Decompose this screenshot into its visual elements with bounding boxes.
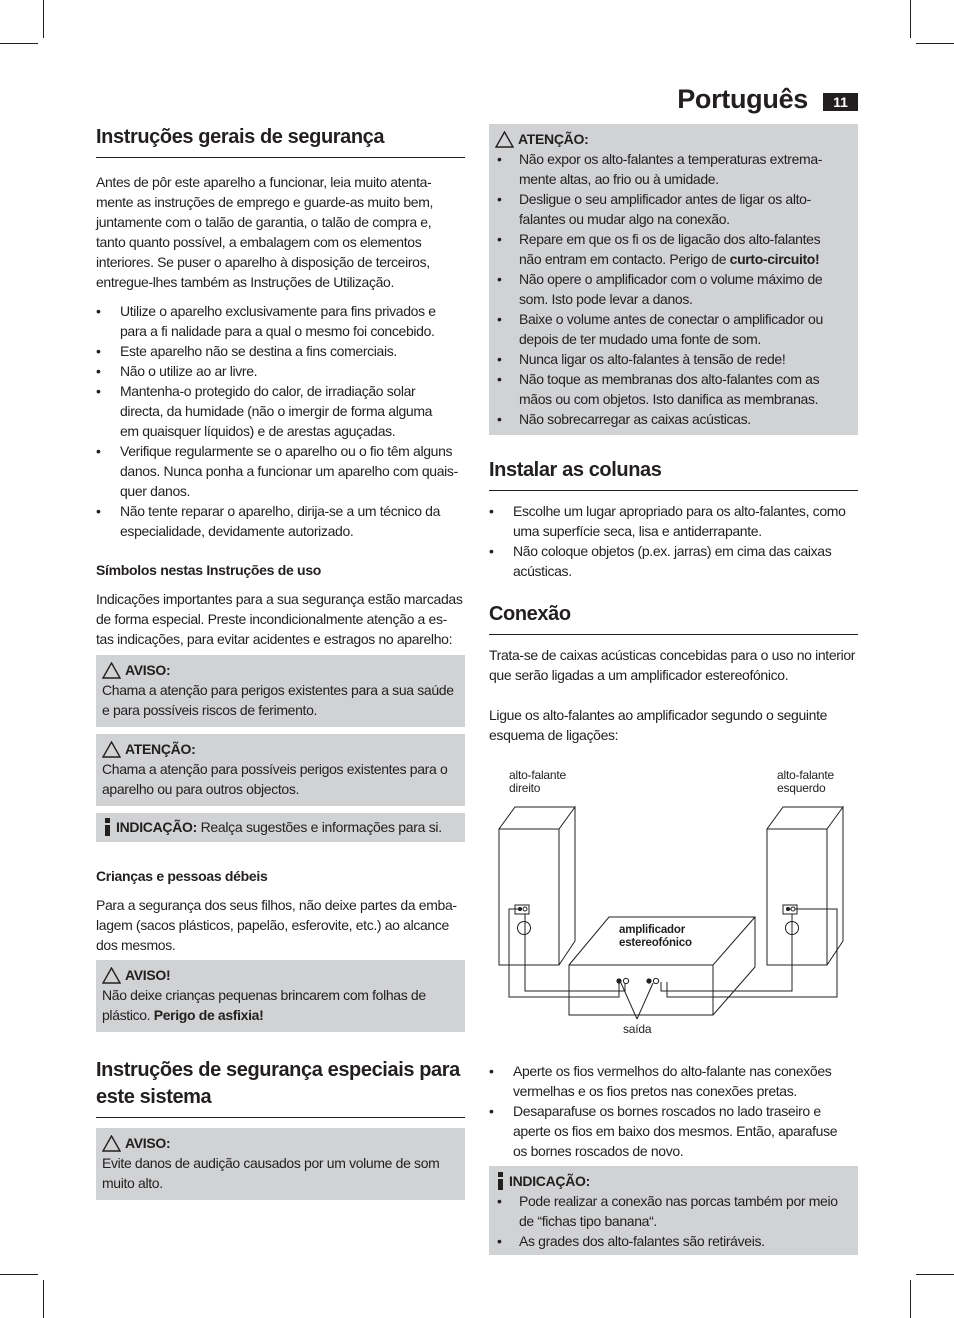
list-item: • Baixe o volume antes de conectar o amplificador ou depois de ter mudado uma fonte de som. <box>495 309 852 349</box>
list-item: • Verifique regularmente se o aparelho ou o fio têm alguns danos. Nunca ponha a funcionar um aparelho com quais- quer danos. <box>96 441 465 501</box>
list-item: • Mantenha-o protegido do calor, de irradiação solar directa, da humidade (não o imergir de forma alguma em quaisquer líquidos) e de arestas aguçadas. <box>96 381 465 441</box>
crop-mark <box>0 1274 38 1275</box>
section-title-general-safety: Instruções gerais de segurança <box>96 124 465 158</box>
intro-paragraph: Antes de pôr este aparelho a funcionar, leia muito atenta- mente as instruções de emprego e guarde-as muito bem, juntamente com o talão de garantia, o talão de compra e, tanto quanto possível, a embalagem com os elementos interiores. Se puser o aparelho à disposição de terceiros, entregue-lhes também as Instruções de Utilização. <box>96 174 434 290</box>
caution-list <box>495 149 852 429</box>
list-item: • Repare em que os fi os de ligacão dos alto-falantes não entram em contacto. Perigo de curto-circuito! <box>495 229 852 269</box>
warning-triangle-icon <box>102 967 121 984</box>
crop-mark <box>910 1280 911 1318</box>
info-icon <box>102 818 113 836</box>
list-item: • Não expor os alto-falantes a temperaturas extrema- mente altas, ao frio ou à umidade. <box>495 149 852 189</box>
caution-box-atencao-speakers: ATENÇÃO: • Não expor os alto-falantes a temperaturas extrema- mente altas, ao frio ou à umidade. • Desligue o seu amplificador antes de ligar os alto- falantes ou mudar algo na conexão. • Repare em que os fi os de ligacão dos alto-falantes não entram em contacto. Perigo de curto-circuito! • Não opere o amplificador com o volume máximo de som. Isto pode levar a danos. • Baixe o volume antes de conectar o amplificador ou depois de ter mudado uma fonte de som. • Nunca ligar os alto-falantes à tensão de rede! • Não toque as membranas dos alto-falantes com as mãos ou com objetos. Isto danifica as membranas. • Não sobrecarregar as caixas acústicas. <box>489 124 858 435</box>
crop-mark <box>916 1274 954 1275</box>
note-box-indicacao-connection: INDICAÇÃO: • Pode realizar a conexão nas porcas também por meio de “fichas tipo banana“. • As grades dos alto-falantes são retiráveis. <box>489 1166 858 1255</box>
crop-mark <box>0 43 38 44</box>
list-item: • As grades dos alto-falantes são retiráveis. <box>495 1231 852 1251</box>
section-title-install: Instalar as colunas <box>489 457 858 491</box>
subheading-children: Crianças e pessoas débeis <box>96 868 268 884</box>
subheading-symbols: Símbolos nestas Instruções de uso <box>96 562 322 578</box>
connection-paragraph-1: Trata-se de caixas acústicas concebidas para o uso no interior que serão ligadas a um amplificador estereofónico. <box>489 647 856 683</box>
label-left-speaker: alto-falante esquerdo <box>777 768 834 795</box>
warning-box-aviso-hearing: AVISO: Evite danos de audição causados por um volume de som muito alto. <box>96 1128 465 1200</box>
list-item: • Este aparelho não se destina a fins comerciais. <box>96 341 465 361</box>
label-right-speaker: alto-falante direito <box>509 768 566 795</box>
symbols-paragraph: Indicações importantes para a sua segurança estão marcadas de forma especial. Preste incondicionalmente atenção a es- tas indicações, para evitar acidentes e estragos no aparelho: <box>96 591 463 647</box>
caution-box-atencao: ATENÇÃO: Chama a atenção para possíveis perigos existentes para o aparelho ou para outros objectos. <box>96 734 465 806</box>
label-output: saída <box>623 1022 652 1036</box>
connection-paragraph-2: Ligue os alto-falantes ao amplificador segundo o seguinte esquema de ligações: <box>489 707 828 743</box>
warning-triangle-icon <box>102 662 121 679</box>
list-item: • Aperte os fios vermelhos do alto-falante nas conexões vermelhas e os fios pretos nas conexões pretas. <box>489 1061 858 1101</box>
general-safety-list <box>96 301 465 541</box>
warning-box-aviso: AVISO: Chama a atenção para perigos existentes para a sua saúde e para possíveis riscos de ferimento. <box>96 655 465 727</box>
left-column <box>96 124 465 1200</box>
list-item: • Escolhe um lugar apropriado para os alto-falantes, como uma superfície seca, lisa e antiderrapante. <box>489 501 858 541</box>
section-title-connection: Conexão <box>489 601 858 635</box>
speaker-left-box <box>499 807 575 965</box>
warning-box-aviso-children: AVISO! Não deixe crianças pequenas brincarem com folhas de plástico. Perigo de asfixia! <box>96 960 465 1032</box>
list-item: • Não toque as membranas dos alto-falantes com as mãos ou com objetos. Isto danifica as membranas. <box>495 369 852 409</box>
list-item: • Desligue o seu amplificador antes de ligar os alto- falantes ou mudar algo na conexão. <box>495 189 852 229</box>
crop-mark <box>43 0 44 38</box>
section-title-special-safety: Instruções de segurança especiais para este sistema <box>96 1057 465 1118</box>
note-box-indicacao: INDICAÇÃO: Realça sugestões e informações para si. <box>96 813 465 842</box>
warning-triangle-icon <box>495 131 514 148</box>
diagram-drawing <box>489 769 858 1051</box>
note-list <box>495 1191 852 1251</box>
label-amplifier: amplificador estereofónico <box>619 924 692 949</box>
warning-triangle-icon <box>102 741 121 758</box>
list-item: • Nunca ligar os alto-falantes à tensão de rede! <box>495 349 852 369</box>
list-item: • Não opere o amplificador com o volume máximo de som. Isto pode levar a danos. <box>495 269 852 309</box>
list-item: • Não tente reparar o aparelho, dirija-se a um técnico da especialidade, devidamente autorizado. <box>96 501 465 541</box>
page-number: 11 <box>823 93 858 111</box>
crop-mark <box>916 43 954 44</box>
speaker-right-box <box>767 807 843 965</box>
children-paragraph: Para a segurança dos seus filhos, não deixe partes da emba- lagem (sacos plásticos, papelão, esferovite, etc.) ao alcance dos mesmos. <box>96 897 457 953</box>
crop-mark <box>43 1280 44 1318</box>
list-item: • Não sobrecarregar as caixas acústicas. <box>495 409 852 429</box>
crop-mark <box>910 0 911 38</box>
right-column <box>489 124 858 1255</box>
page-language-title: Português <box>677 84 808 114</box>
list-item: • Utilize o aparelho exclusivamente para fins privados e para a fi nalidade para a qual o mesmo foi concebido. <box>96 301 465 341</box>
warning-triangle-icon <box>102 1135 121 1152</box>
list-item: • Pode realizar a conexão nas porcas também por meio de “fichas tipo banana“. <box>495 1191 852 1231</box>
list-item: • Desaparafuse os bornes roscados no lado traseiro e aperte os fios em baixo dos mesmos. Então, aparafuse os bornes roscados de novo. <box>489 1101 858 1161</box>
list-item: • Não o utilize ao ar livre. <box>96 361 465 381</box>
info-icon <box>495 1172 506 1190</box>
connection-list <box>489 1061 858 1161</box>
install-list <box>489 501 858 581</box>
connection-diagram <box>489 769 858 1051</box>
list-item: • Não coloque objetos (p.ex. jarras) em cima das caixas acústicas. <box>489 541 858 581</box>
wire-right-a <box>667 909 837 997</box>
